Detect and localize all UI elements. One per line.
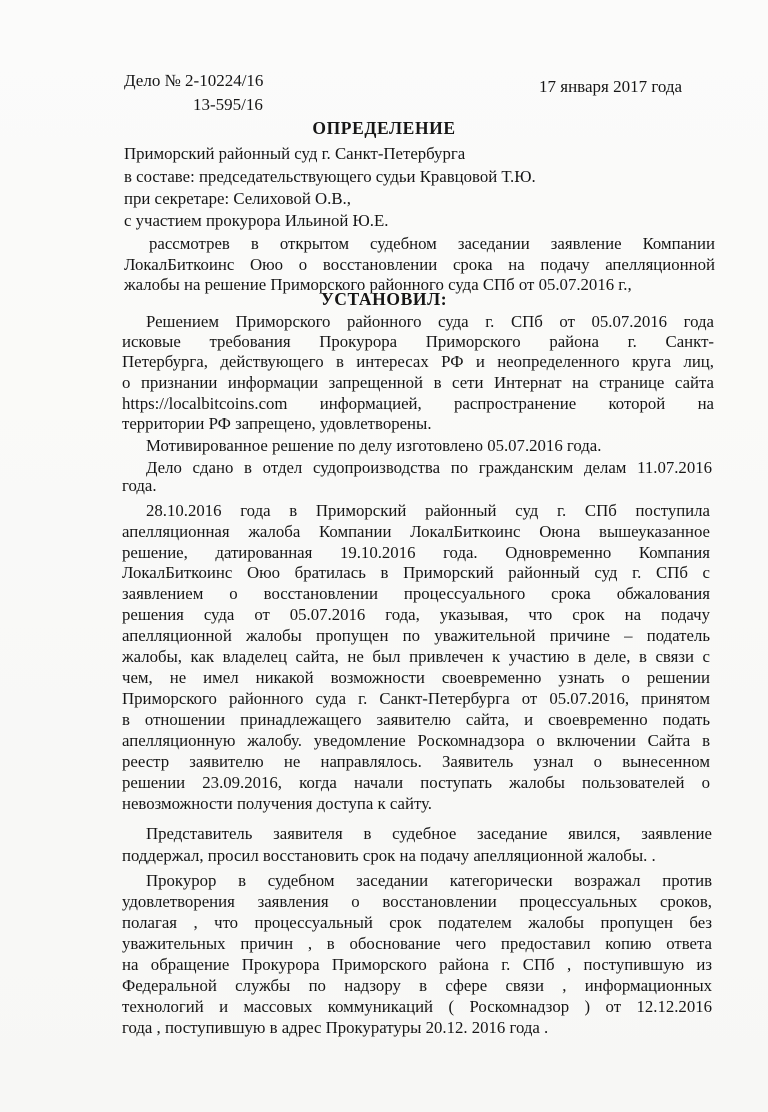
section-title: УСТАНОВИЛ: xyxy=(320,289,448,309)
court-name: Приморский районный суд г. Санкт-Петербурга xyxy=(124,144,466,163)
paragraph-4-line: решении 23.09.2016, когда начали поступать жалобы пользователей о xyxy=(122,773,710,792)
paragraph-2: Мотивированное решение по делу изготовлено 05.07.2016 года. xyxy=(146,436,602,455)
paragraph-4-line: ЛокалБиткоинс Оюо братилась в Приморский районный суд г. СПб с xyxy=(122,563,710,582)
paragraph-4-line: решения суда от 05.07.2016 года, указывая, что срок на подачу xyxy=(122,605,710,624)
paragraph-6-line: Прокурор в судебном заседании категорически возражал против xyxy=(146,871,712,890)
paragraph-1-line: Петербурга, действующего в интересах РФ и неопределенного круга лиц, xyxy=(122,352,714,371)
paragraph-4-line: апелляционная жалоба Компании ЛокалБиткоинс Оюна вышеуказанное xyxy=(122,522,710,541)
court-secretary: при секретаре: Селиховой О.В., xyxy=(124,189,351,208)
paragraph-6-line: Федеральной службы по надзору в сфере связи , информационных xyxy=(122,976,712,995)
consideration-line: жалобы на решение Приморского районного суда СПб от 05.07.2016 г., xyxy=(124,275,632,294)
consideration-line: ЛокалБиткоинс Оюо о восстановлении срока на подачу апелляционной xyxy=(124,255,715,274)
paragraph-1-line: территории РФ запрещено, удовлетворены. xyxy=(122,414,432,433)
paragraph-1-line: Решением Приморского районного суда г. СПб от 05.07.2016 года xyxy=(146,312,714,331)
paragraph-4-line: в отношении принадлежащего заявителю сайта, и своевременно подать xyxy=(122,710,710,729)
paragraph-6-line: года , поступившую в адрес Прокуратуры 20.12. 2016 года . xyxy=(122,1018,549,1037)
paragraph-6-line: удовлетворения заявления о восстановлении процессуальных сроков, xyxy=(122,892,712,911)
paragraph-3-line: года. xyxy=(122,476,157,495)
case-number-2: 13-595/16 xyxy=(193,95,263,114)
paragraph-6-line: уважительных причин , в обоснование чего предоставил копию ответа xyxy=(122,934,712,953)
paragraph-4-line: 28.10.2016 года в Приморский районный суд г. СПб поступила xyxy=(146,501,710,520)
paragraph-5-line: поддержал, просил восстановить срок на подачу апелляционной жалобы. . xyxy=(122,846,656,865)
court-composition: в составе: председательствующего судьи Кравцовой Т.Ю. xyxy=(124,167,536,186)
paragraph-1-line: https://localbitcoins.com информацией, распространение которой на xyxy=(122,394,714,413)
consideration-line: рассмотрев в открытом судебном заседании заявление Компании xyxy=(149,234,715,253)
paragraph-4-line: реестр заявителю не направлялось. Заявитель узнал о вынесенном xyxy=(122,752,710,771)
paragraph-1-line: исковые требования Прокурора Приморского района г. Санкт- xyxy=(122,332,714,351)
paragraph-3-line: Дело сдано в отдел судопроизводства по гражданским делам 11.07.2016 xyxy=(146,458,712,477)
document-date: 17 января 2017 года xyxy=(539,77,683,96)
paragraph-5-line: Представитель заявителя в судебное заседание явился, заявление xyxy=(146,824,712,843)
paragraph-4-line: чем, не имел никакой возможности своевременно узнать о решении xyxy=(122,668,710,687)
paragraph-4-line: заявлением о восстановлении процессуального срока обжалования xyxy=(122,584,710,603)
document-title: ОПРЕДЕЛЕНИЕ xyxy=(312,118,456,138)
paragraph-6-line: полагая , что процессуальный срок подателем жалобы пропущен без xyxy=(122,913,712,932)
paragraph-4-line: апелляционную жалобу. уведомление Роскомнадзора о включении Сайта в xyxy=(122,731,710,750)
court-prosecutor: с участием прокурора Ильиной Ю.Е. xyxy=(124,211,389,230)
paragraph-4-line: жалобы, как владелец сайта, не был привлечен к участию в деле, в связи с xyxy=(122,647,710,666)
case-number-1: Дело № 2-10224/16 xyxy=(124,71,264,90)
paragraph-4-line: невозможности получения доступа к сайту. xyxy=(122,794,433,813)
paragraph-6-line: на обращение Прокурора Приморского района г. СПб , поступившую из xyxy=(122,955,712,974)
paragraph-4-line: решение, датированная 19.10.2016 года. Одновременно Компания xyxy=(122,543,710,562)
paragraph-6-line: технологий и массовых коммуникаций ( Роскомнадзор ) от 12.12.2016 xyxy=(122,997,712,1016)
paragraph-1-line: о признании информации запрещенной в сети Интернат на странице сайта xyxy=(122,373,714,392)
paragraph-4-line: апелляционной жалобы пропущен по уважительной причине – податель xyxy=(122,626,710,645)
paragraph-4-line: Приморского районного суда г. Санкт-Петербурга от 05.07.2016, принятом xyxy=(122,689,710,708)
